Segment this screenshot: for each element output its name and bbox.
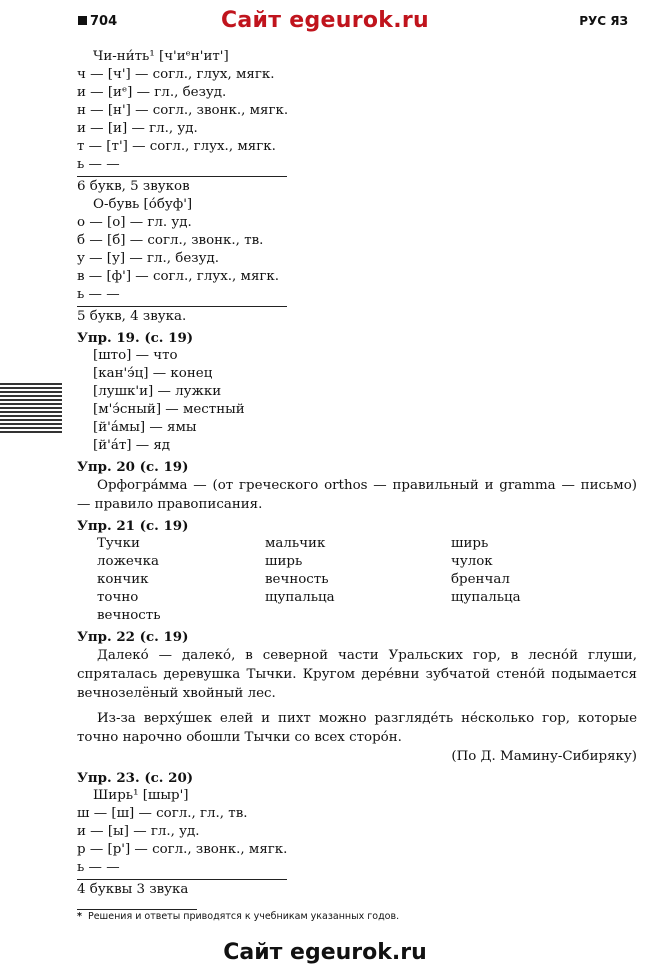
exercise-21-title: Упр. 21 (с. 19) (77, 518, 189, 534)
summary: 4 буквы 3 звука (77, 882, 189, 897)
grid-word: ложечка (97, 554, 160, 569)
grid-word: кончик (97, 572, 149, 587)
analysis-row: ь — — (77, 157, 120, 172)
page-content (77, 48, 637, 924)
side-stripes-decoration (0, 383, 62, 435)
site-watermark-bottom: Сайт egeurok.ru (223, 940, 427, 965)
footnote-mark: * (77, 911, 82, 922)
exercise-19-title: Упр. 19. (с. 19) (77, 330, 194, 346)
analysis-row: б — [б] — согл., звонк., тв. (77, 233, 264, 248)
grid-word: точно (97, 590, 139, 605)
transcription-row: [што] — что (93, 348, 178, 363)
word-grid (77, 535, 637, 625)
exercise-22-paragraph-1: Далеко́ — далеко́, в северной части Уральских гор, в лесно́й глуши, спряталась деревушка Тычки. Кругом дере́вни зубчатой стено́й подымается вечнозелёный хвойный лес. (77, 648, 637, 701)
subject-label: РУС ЯЗ (579, 14, 628, 28)
transcription-row: [й'áт] — яд (93, 438, 171, 453)
footnote-text: Решения и ответы приводятся к учебникам указанных годов. (87, 911, 400, 922)
grid-word: чулок (451, 554, 493, 569)
word-obuv: О-бувь [о́буф'] (93, 197, 193, 212)
exercise-23-title: Упр. 23. (с. 20) (77, 770, 194, 786)
word-chinit: Чи-ни́ть¹ [ч'иᵉн'ит'] (93, 49, 229, 64)
grid-word: щупальца (451, 590, 521, 605)
footnote (77, 910, 637, 924)
analysis-row: и — [и] — гл., уд. (77, 121, 198, 136)
analysis-row: у — [у] — гл., безуд. (77, 251, 219, 266)
analysis-row: т — [т'] — согл., глух., мягк. (77, 139, 276, 154)
page-header (0, 8, 650, 38)
exercise-20-title: Упр. 20 (с. 19) (77, 459, 189, 475)
divider (77, 176, 287, 177)
analysis-row: ч — [ч'] — согл., глух, мягк. (77, 67, 275, 82)
analysis-row: о — [о] — гл. уд. (77, 215, 192, 230)
grid-word: щупальца (265, 590, 335, 605)
summary: 5 букв, 4 звука. (77, 309, 187, 324)
analysis-row: ь — — (77, 287, 120, 302)
word-shir: Ширь¹ [шыр'] (93, 788, 189, 803)
exercise-20-text: Орфогра́мма — (от греческого orthos — правильный и gramma — письмо) — правило правописания. (77, 478, 637, 512)
grid-word: мальчик (265, 536, 326, 551)
grid-word: ширь (451, 536, 489, 551)
analysis-row: и — [ы] — гл., уд. (77, 824, 200, 839)
grid-word (451, 607, 611, 625)
grid-word (265, 607, 451, 625)
grid-word: бренчал (451, 572, 510, 587)
grid-word: Тучки (97, 536, 140, 551)
transcription-row: [кан'э́ц] — конец (93, 366, 213, 381)
grid-word: вечность (265, 572, 329, 587)
summary: 6 букв, 5 звуков (77, 179, 190, 194)
grid-word: вечность (97, 608, 161, 623)
page-number: 704 (78, 14, 117, 29)
exercise-22-title: Упр. 22 (с. 19) (77, 629, 189, 645)
analysis-row: и — [иᵉ] — гл., безуд. (77, 85, 227, 100)
exercise-22-paragraph-2: Из-за верху́шек елей и пихт можно разгляде́ть не́сколько гор, которые точно нарочно обошли Тычки со всех сторо́н. (77, 711, 637, 745)
divider (77, 306, 287, 307)
site-watermark-top: Сайт egeurok.ru (220, 8, 430, 33)
grid-word: ширь (265, 554, 303, 569)
divider (77, 879, 287, 880)
analysis-row: н — [н'] — согл., звонк., мягк. (77, 103, 289, 118)
transcription-row: [м'э́сный] — местный (93, 402, 245, 417)
transcription-row: [лушк'и] — лужки (93, 384, 222, 399)
analysis-row: в — [ф'] — согл., глух., мягк. (77, 269, 280, 284)
analysis-row: ь — — (77, 860, 120, 875)
exercise-22-source: (По Д. Мамину-Сибиряку) (451, 749, 637, 764)
analysis-row: р — [р'] — согл., звонк., мягк. (77, 842, 288, 857)
analysis-row: ш — [ш] — согл., гл., тв. (77, 806, 248, 821)
transcription-row: [й'áмы] — ямы (93, 420, 197, 435)
